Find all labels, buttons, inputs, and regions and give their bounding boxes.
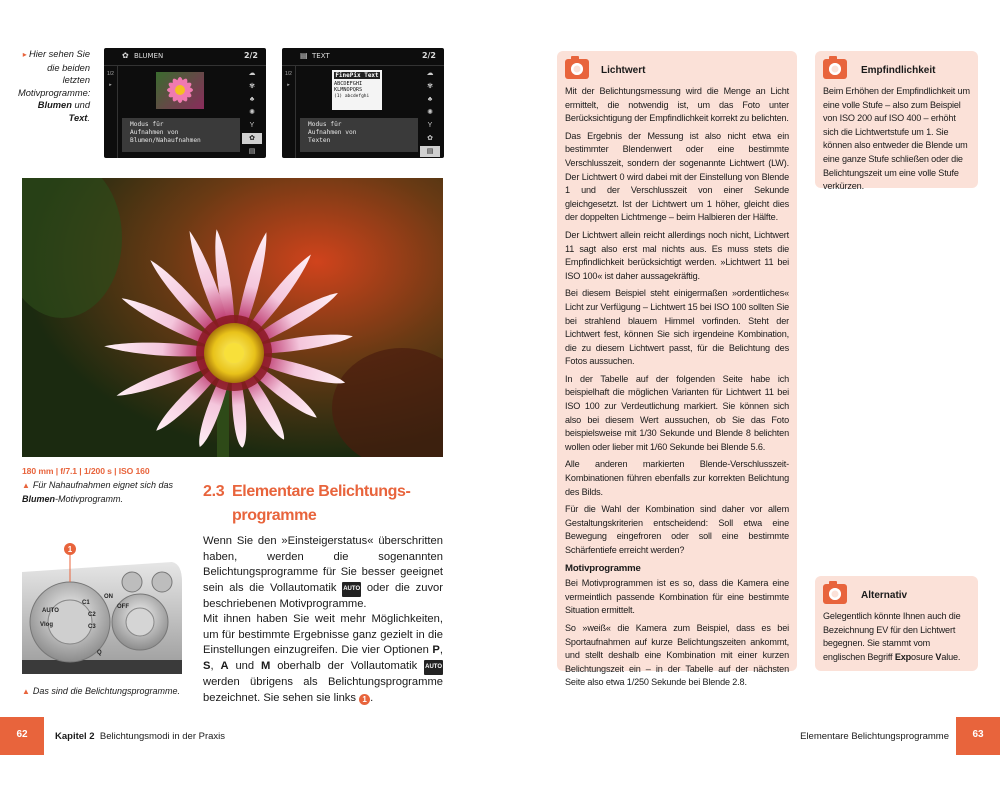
section-title: Elementare Belichtungs- [232, 483, 411, 500]
svg-text:OFF: OFF [117, 604, 129, 610]
camera-screen-text [282, 48, 444, 158]
flower-thumbnail [156, 72, 204, 109]
screen-caption: ▸ Hier sehen Sie die beiden letzten Motivprogramme: Blumen und Text. [18, 49, 91, 123]
caption-arrow-icon: ▲ [22, 687, 30, 696]
info-box-empfindlichkeit [815, 51, 978, 192]
auto-mode-icon: AUTO [342, 582, 361, 598]
scene-mode-list [242, 68, 262, 158]
photo-exif: 180 mm | f/7.1 | 1/200 s | ISO 160 [22, 466, 150, 476]
camera-icon [565, 59, 589, 79]
mode-icon: Y [427, 122, 433, 129]
section-title-cont: programme [232, 507, 317, 524]
page-number-left: 62 [16, 729, 28, 740]
mode-icon: ✺ [249, 109, 255, 116]
flower-photo [22, 178, 443, 457]
info-box-alternativ [815, 576, 978, 671]
dial-caption: ▲ Das sind die Belichtungsprogramme. [22, 686, 180, 696]
auto-mode-icon: AUTO [424, 660, 443, 676]
svg-text:ON: ON [104, 594, 113, 600]
box-title: Lichtwert [601, 65, 646, 76]
caption-arrow-icon: ▸ [22, 50, 30, 59]
screen-header: ▤ TEXT 2/2 [282, 48, 444, 66]
screen-left-tabs: 1/2 ▸ [104, 66, 118, 158]
box-subheading: Motivprogramme [565, 562, 641, 574]
flower-icon: ✿ [122, 51, 129, 60]
text-preview: FinePix Text ABCDEFGHI KLMNOPQRS (1) abcdefghi [332, 70, 382, 110]
mode-icon: ✾ [249, 83, 255, 90]
box-title: Alternativ [861, 590, 908, 601]
box-text: Gelegentlich könnte Ihnen auch die Bezeichnung EV für den Lichtwert begegnen. Sie stammt vom englischen Begriff Exposure Value. [823, 611, 961, 662]
mode-description: Modus für Aufnahmen von Blumen/Nahaufnahmen [122, 118, 240, 152]
section-number: 2.3 [203, 483, 225, 500]
mode-icon: ♣ [249, 96, 255, 103]
text-mode-icon: ▤ [248, 148, 256, 155]
box-text: Mit der Belichtungsmessung wird die Menge an Licht ermittelt, die notwendig ist, um das Foto unter Berücksichtigung der Empfindlichkeit korrekt zu belichten. Das Ergebnis der Messung ist also nicht etwa ein bestimmter Blendenwert oder eine bestimmte Verschlusszeit, sondern der sogenannte Lichtwert (LW). Der Lichtwert 0 wird dabei mit der Einstellung von Blende 1 und der Verschlusszeit von einer Sekunde gleichgesetzt. Ist der Lichtwert um 1 höher, gleicht dies der doppelten Lichtmenge – beim Halbieren der Hälfte. Der Lichtwert allein reicht allerdings noch nicht, Lichtwert 11 sagt also erst mal nichts aus. Es muss stets die Empfindlichkeit berücksichtigt werden. »Lichtwert 11 bei ISO 100« ist daher aussagekräftig. Bei diesem Beispiel steht einigermaßen »ordentliches« Licht zur Verfügung – Lichtwert 15 bei ISO 100 sollten Sie bei strahlend blauem Himmel vorfinden. Steht der Lichtwert fest, können Sie sich irgendeine Kombination, die zu diesem Lichtwert passt, für die Belichtung des Fotos aussuchen. In der Tabelle auf der folgenden Seite habe ich beispielhaft die möglichen Varianten für Lichtwert 11 bei ISO 100 zur Verdeutlichung markiert. Sie können sich also bei diesem Wert aussuchen, ob Sie das Foto beispielsweise mit 1/30 Sekunde und Blende 8 belichten wollen oder lieber mit 1/60 Sekunde bei Blende 5.6. Alle anderen markierten Blende-Verschlusszeit-Kombinationen führen ebenfalls zur korrekten Belichtung des Bilds. Für die Wahl der Kombination sind daher vor allem Gestaltungskriterien entscheidend: Soll etwa eine Bewegung eingefroren oder soll eine bestimmte Schärfentiefe erreicht werden? Motivprogramme Bei Motivprogrammen ist es so, dass die Kamera eine vermeintlich passende Kombination für eine bestimmte Situation ermittelt. So »weiß« die Kamera zum Beispiel, dass es bei Sportaufnahmen auf kurze Belichtungszeiten ankommt, und stellt deshalb eine Kombination mit einer kurzen Belichtungszeit ein – in der Tabelle auf der nächsten Seite also etwa 1/250 Sekunde bei Blende 2.8. [565, 86, 789, 688]
mode-icon: ✺ [427, 109, 433, 116]
svg-text:C1: C1 [82, 600, 90, 606]
text-icon: ▤ [300, 51, 308, 60]
mode-icon: ✾ [427, 83, 433, 90]
mode-icon: ☁ [426, 70, 434, 77]
mode-icon: ♣ [427, 96, 433, 103]
svg-text:Q: Q [97, 650, 102, 656]
caption-arrow-icon: ▲ [22, 481, 30, 490]
marker-1-icon: 1 [359, 694, 370, 705]
svg-text:Vlog: Vlog [40, 622, 53, 628]
chapter-running-head: Kapitel 2 Belichtungsmodi in der Praxis [55, 731, 226, 742]
camera-icon [823, 59, 847, 79]
screen-left-tabs: 1/2 ▸ [282, 66, 296, 158]
mode-description: Modus für Aufnahmen von Texten [300, 118, 418, 152]
info-box-lichtwert [557, 51, 797, 688]
text-mode-icon: ▤ [420, 146, 440, 157]
page-number-right: 63 [972, 729, 984, 740]
photo-caption: ▲ Für Nahaufnahmen eignet sich das Blumen-Motivprogramm. [22, 480, 174, 504]
section-running-head: Elementare Belichtungsprogramme [800, 731, 949, 742]
flower-mode-icon: ✿ [242, 133, 262, 144]
screen-header: ✿ BLUMEN 2/2 [104, 48, 266, 66]
box-text: Beim Erhöhen der Empfindlichkeit um eine volle Stufe – also zum Beispiel von ISO 200 auf ISO 400 – erhöht sich die Lichtwertstufe um 1. Sie können also entweder die Blende um eine ganze Stufe schließen oder die Belichtungszeit um eine volle Stufe verkürzen. [823, 86, 970, 192]
camera-icon [823, 584, 847, 604]
svg-text:C3: C3 [88, 624, 96, 630]
camera-screen-blumen [104, 48, 266, 158]
body-paragraph: Wenn Sie den »Einsteigerstatus« überschritten haben, werden die sogenannten Belichtungsprogramme für Sie besser geeignet sein als die Vollautomatik AUTO oder die zuvor beschriebenen Motivprogramme. [203, 535, 443, 610]
svg-text:AUTO: AUTO [42, 608, 59, 614]
svg-text:C2: C2 [88, 612, 96, 618]
flower-mode-icon: ✿ [427, 135, 433, 142]
camera-dial-image [22, 542, 182, 674]
mode-icon: Y [249, 122, 255, 129]
mode-icon: ☁ [248, 70, 256, 77]
marker-1: 1 [67, 545, 73, 554]
body-paragraph: Mit ihnen haben Sie weit mehr Möglichkeiten, um für bestimmte Ergebnisse ganz gezielt in die Einstellungen einzugreifen. Die vier Optionen P, S, A und M oberhalb der Vollautomatik AUTO werden übrigens als Belichtungsprogramme bezeichnet. Sie sehen sie links 1 . [203, 613, 443, 704]
scene-mode-list [420, 68, 440, 158]
box-title: Empfindlichkeit [861, 65, 936, 76]
